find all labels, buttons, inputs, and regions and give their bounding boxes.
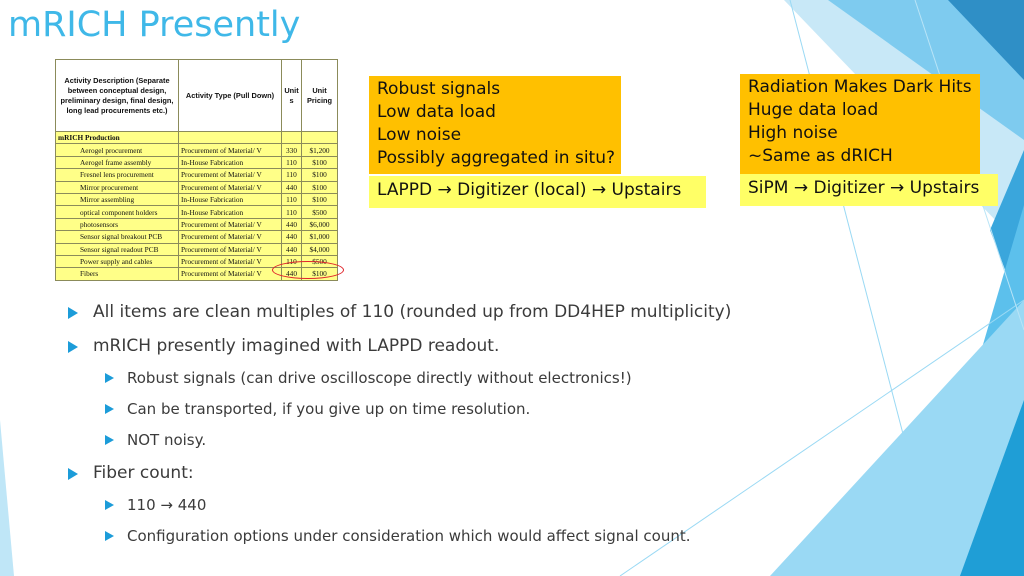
row-name: Fibers [56, 268, 179, 280]
table-row [56, 193, 338, 205]
row-price: $100 [302, 181, 338, 193]
bullet-text: Configuration options under consideration which would affect signal count. [127, 527, 691, 545]
sipm-line: Huge data load [748, 100, 879, 120]
row-name: Sensor signal breakout PCB [56, 231, 179, 243]
bullet-arrow-icon [105, 500, 114, 510]
row-price: $6,000 [302, 218, 338, 230]
sipm-properties-box [740, 74, 980, 174]
bullet-text: NOT noisy. [127, 431, 207, 449]
bullet-text: Fiber count: [93, 463, 194, 483]
lappd-chain-text: LAPPD → Digitizer (local) → Upstairs [377, 180, 682, 200]
deco-shape-bottom-left [0, 420, 14, 576]
bullet-text: 110 → 440 [127, 496, 207, 514]
lappd-line: Robust signals [377, 79, 501, 99]
row-type: Procurement of Material/ V [179, 144, 282, 156]
row-type: In-House Fabrication [179, 156, 282, 168]
row-name: Mirror assembling [56, 193, 179, 205]
header-units: Unit s [282, 60, 302, 132]
table-row [56, 218, 338, 230]
row-units: 110 [282, 156, 302, 168]
table-row [56, 243, 338, 255]
bullet-text: Robust signals (can drive oscilloscope directly without electronics!) [127, 369, 632, 387]
row-units: 330 [282, 144, 302, 156]
row-type: In-House Fabrication [179, 206, 282, 218]
row-price: $1,200 [302, 144, 338, 156]
row-price: $100 [302, 193, 338, 205]
sipm-chain-text: SiPM → Digitizer → Upstairs [748, 178, 980, 198]
row-units: 110 [282, 169, 302, 181]
row-type: Procurement of Material/ V [179, 218, 282, 230]
row-type: In-House Fabrication [179, 193, 282, 205]
cost-table [55, 59, 338, 281]
bullet-arrow-icon [68, 341, 78, 353]
bullet-arrow-icon [105, 531, 114, 541]
section-label: mRICH Production [56, 132, 179, 144]
row-name: Mirror procurement [56, 181, 179, 193]
row-type: Procurement of Material/ V [179, 255, 282, 267]
lappd-chain-box [369, 176, 706, 208]
row-units: 110 [282, 206, 302, 218]
bullet-text: Can be transported, if you give up on time resolution. [127, 400, 531, 418]
table-row [56, 169, 338, 181]
row-units: 110 [282, 255, 302, 267]
row-price: $500 [302, 206, 338, 218]
row-name: Sensor signal readout PCB [56, 243, 179, 255]
table-section-row [56, 132, 338, 144]
lappd-line: Low noise [377, 125, 462, 145]
row-name: photosensors [56, 218, 179, 230]
row-type: Procurement of Material/ V [179, 169, 282, 181]
lappd-line: Low data load [377, 102, 496, 122]
row-name: Aerogel procurement [56, 144, 179, 156]
slide-title: mRICH Presently [8, 5, 301, 45]
table-row [56, 156, 338, 168]
row-type: Procurement of Material/ V [179, 268, 282, 280]
row-units: 110 [282, 193, 302, 205]
row-price: $100 [302, 156, 338, 168]
row-price: $4,000 [302, 243, 338, 255]
bullet-arrow-icon [105, 435, 114, 445]
bullet-arrow-icon [68, 307, 78, 319]
row-price: $100 [302, 268, 338, 280]
row-name: optical component holders [56, 206, 179, 218]
bullet-text: All items are clean multiples of 110 (rounded up from DD4HEP multiplicity) [93, 302, 732, 322]
table-row [56, 206, 338, 218]
section-empty-cell [302, 132, 338, 144]
sipm-line: Radiation Makes Dark Hits [748, 77, 972, 97]
row-units: 440 [282, 268, 302, 280]
table-row [56, 181, 338, 193]
row-units: 440 [282, 181, 302, 193]
bullet-arrow-icon [68, 468, 78, 480]
header-unit-pricing: Unit Pricing [302, 60, 338, 132]
row-units: 440 [282, 231, 302, 243]
table-row [56, 144, 338, 156]
table-header-row [56, 60, 338, 132]
row-type: Procurement of Material/ V [179, 181, 282, 193]
row-price: $100 [302, 169, 338, 181]
section-empty-cell [179, 132, 282, 144]
row-name: Fresnel lens procurement [56, 169, 179, 181]
bullet-text: mRICH presently imagined with LAPPD readout. [93, 336, 500, 356]
table-row [56, 231, 338, 243]
lappd-properties-box [369, 76, 621, 174]
row-name: Power supply and cables [56, 255, 179, 267]
lappd-line: Possibly aggregated in situ? [377, 148, 616, 168]
fibers-highlight-oval [272, 261, 344, 279]
row-units: 440 [282, 243, 302, 255]
row-price: $500 [302, 255, 338, 267]
sipm-line: ~Same as dRICH [748, 146, 893, 166]
header-activity-description: Activity Description (Separate between conceptual design, preliminary design, final design, long lead procurements etc.) [56, 60, 179, 132]
header-activity-type: Activity Type (Pull Down) [179, 60, 282, 132]
row-price: $1,000 [302, 231, 338, 243]
section-empty-cell [282, 132, 302, 144]
row-type: Procurement of Material/ V [179, 243, 282, 255]
sipm-line: High noise [748, 123, 838, 143]
bullet-arrow-icon [105, 404, 114, 414]
row-type: Procurement of Material/ V [179, 231, 282, 243]
sipm-chain-box [740, 174, 998, 206]
row-name: Aerogel frame assembly [56, 156, 179, 168]
row-units: 440 [282, 218, 302, 230]
bullet-arrow-icon [105, 373, 114, 383]
